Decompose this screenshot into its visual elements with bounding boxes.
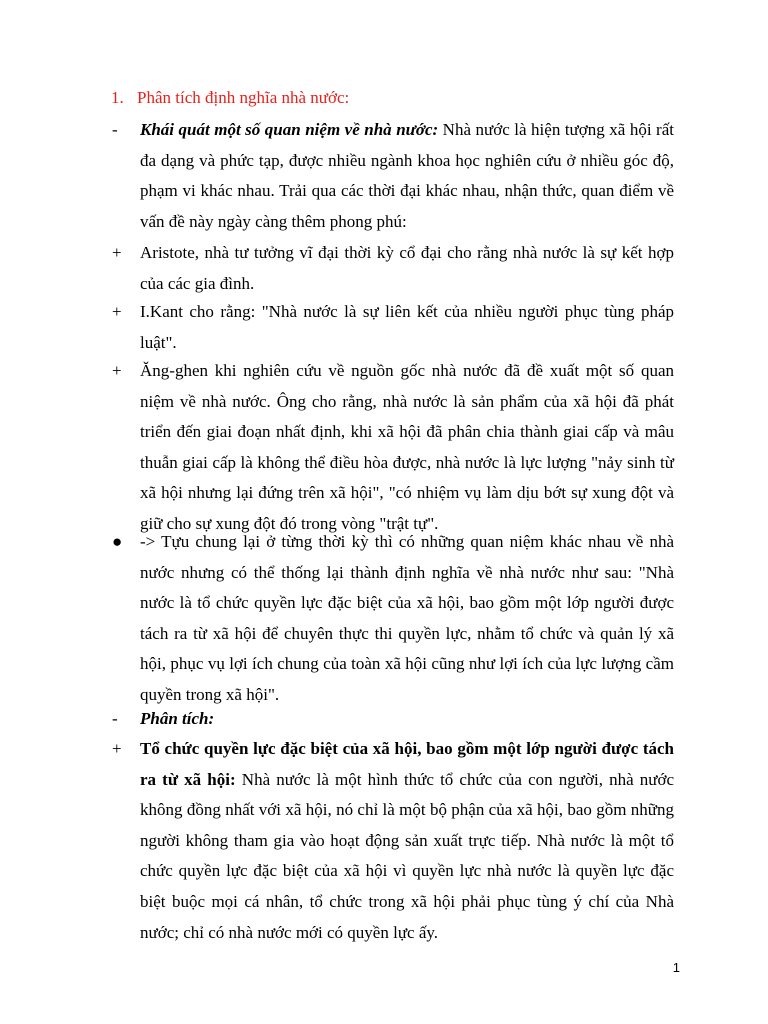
heading-text: Phân tích định nghĩa nhà nước: (137, 88, 350, 107)
plus-marker: + (112, 739, 122, 758)
kant-text: I.Kant cho rằng: "Nhà nước là sự liên kết của nhiều người phục tùng pháp luật". (140, 302, 674, 352)
paragraph-overview (112, 115, 674, 237)
plus-marker: + (112, 243, 122, 262)
section-heading (111, 86, 349, 110)
plus-marker: + (112, 302, 122, 321)
page-number: 1 (672, 960, 680, 975)
paragraph-summary (112, 527, 674, 711)
summary-text: -> Tựu chung lại ở từng thời kỳ thì có những quan niệm khác nhau về nhà nước nhưng có thể thống lại thành định nghĩa về nhà nước như sau: "Nhà nước là tổ chức quyền lực đặc biệt của xã hội, bao gồm một lớp người được tách ra từ xã hội để chuyên thực thi quyền lực, nhằm tổ chức và quản lý xã hội, phục vụ lợi ích chung của toàn xã hội cũng như lợi ích của lực lượng cầm quyền trong xã hội". (140, 532, 674, 704)
analysis-lead: Phân tích: (140, 709, 215, 728)
dash-marker: - (112, 120, 118, 139)
overview-text: Nhà nước là hiện tượng xã hội rất đa dạng và phức tạp, được nhiều ngành khoa học nghiên cứu ở nhiều góc độ, phạm vi khác nhau. Trải qua các thời đại khác nhau, nhận thức, quan điểm về vấn đề này ngày càng thêm phong phú: (140, 120, 674, 231)
paragraph-aristote (112, 238, 674, 299)
heading-number: 1. (111, 88, 124, 107)
analysis-text: Nhà nước là một hình thức tổ chức của con người, nhà nước không đồng nhất với xã hội, nó chỉ là một bộ phận của xã hội, bao gồm những người không tham gia vào hoạt động sản xuất trực tiếp. Nhà nước là một tổ chức quyền lực đặc biệt của xã hội vì quyền lực nhà nước là quyền lực đặc biệt buộc mọi cá nhân, tổ chức trong xã hội phải phục tùng ý chí của Nhà nước; chỉ có nhà nước mới có quyền lực ấy. (140, 769, 674, 942)
paragraph-kant (112, 297, 674, 358)
dash-marker: - (112, 709, 118, 728)
aristote-text: Aristote, nhà tư tưởng vĩ đại thời kỳ cổ đại cho rằng nhà nước là sự kết hợp của các gia đình. (140, 243, 674, 293)
engels-text: Ăng-ghen khi nghiên cứu về nguồn gốc nhà nước đã đề xuất một số quan niệm về nhà nước. Ông cho rằng, nhà nước là sản phẩm của xã hội đã phát triển đến giai đoạn nhất định, khi xã hội đã phân chia thành giai cấp và mâu thuẫn giai cấp là không thể điều hòa được, nhà nước là lực lượng "nảy sinh từ xã hội nhưng lại đứng trên xã hội", "có nhiệm vụ làm dịu bớt sự xung đột và giữ cho sự xung đột đó trong vòng "trật tự". (140, 361, 674, 533)
plus-marker: + (112, 361, 122, 380)
paragraph-analysis-label (112, 704, 674, 735)
paragraph-analysis (112, 734, 674, 948)
paragraph-engels (112, 356, 674, 540)
analysis-bold-lead: Tổ chức quyền lực đặc biệt của xã hội, bao gồm một lớp người được tách ra từ xã hội: (140, 739, 674, 789)
bullet-marker: ● (112, 532, 123, 551)
overview-lead: Khái quát một số quan niệm về nhà nước: (140, 120, 439, 139)
